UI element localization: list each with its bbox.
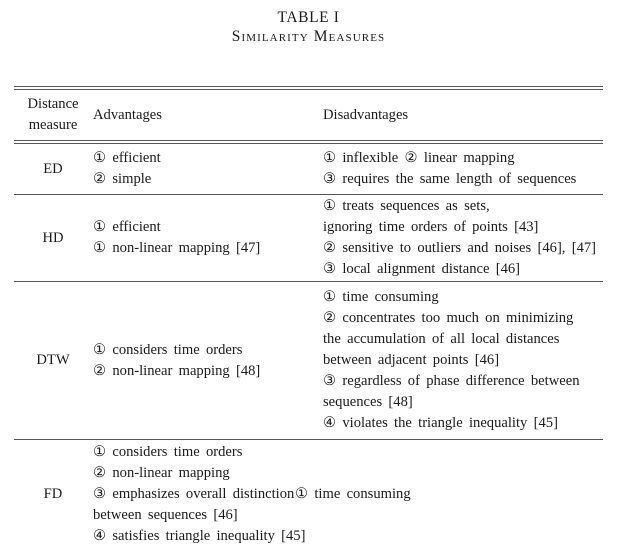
measure-cell: HD	[42, 229, 64, 246]
advantage-line: ② non-linear mapping	[93, 465, 230, 481]
advantage-line: ② non-linear mapping [48]	[93, 362, 261, 379]
paper-page	[0, 9, 620, 549]
advantages-cell	[92, 442, 322, 547]
table-number: TABLE I	[277, 9, 340, 26]
disadvantage-line: between adjacent points [46]	[323, 352, 500, 368]
disadvantage-line: ① inflexible ② linear mapping	[323, 150, 515, 166]
advantage-line: ① efficient	[93, 150, 161, 166]
header-row	[14, 90, 603, 140]
measure-cell: FD	[43, 486, 63, 502]
advantage-line: between sequences [46]	[93, 507, 238, 523]
disadvantage-line: sequences [48]	[323, 394, 413, 410]
advantage-line: ① efficient	[93, 219, 161, 235]
advantages-cell	[92, 340, 322, 382]
advantage-line: ① non-linear mapping [47]	[93, 240, 261, 256]
disadvantage-line: ③ regardless of phase difference between	[323, 373, 580, 389]
disadvantage-line: ① time consuming	[295, 486, 411, 502]
disadvantage-line: ① time consuming	[323, 289, 439, 305]
disadvantage-line: ignoring time orders of points [43]	[323, 219, 539, 235]
table-caption	[14, 9, 603, 46]
table-row-fd	[14, 440, 603, 549]
disadvantages-cell	[322, 287, 603, 434]
table-row-dtw	[14, 282, 603, 439]
advantage-line: ① considers time orders	[93, 444, 243, 460]
advantages-cell	[92, 217, 322, 259]
table-title: Similarity Measures	[231, 28, 386, 45]
disadvantages-cell	[322, 148, 603, 190]
disadvantage-line: the accumulation of all local distances	[323, 331, 560, 347]
disadvantage-line: ② sensitive to outliers and noises [46], [47]	[323, 240, 597, 256]
disadvantages-cell	[322, 196, 603, 280]
disadvantage-line: ④ violates the triangle inequality [45]	[323, 415, 558, 431]
similarity-measures-table	[14, 86, 603, 549]
advantages-cell	[92, 148, 322, 190]
disadvantage-line: ③ requires the same length of sequences	[323, 171, 577, 187]
advantage-line: ③ emphasizes overall distinction	[93, 486, 295, 502]
header-disadvantages: Disadvantages	[323, 106, 409, 123]
header-advantages: Advantages	[93, 106, 162, 123]
advantage-line: ① considers time orders	[93, 341, 243, 358]
measure-cell: DTW	[36, 352, 70, 368]
header-distance-line1: Distance	[27, 96, 79, 112]
measure-cell: ED	[43, 160, 63, 177]
header-distance-measure	[14, 94, 92, 136]
disadvantage-line: ① treats sequences as sets,	[323, 198, 490, 214]
disadvantages-cell	[295, 484, 603, 505]
table-row-hd	[14, 195, 603, 281]
header-distance-line2: measure	[28, 117, 78, 133]
advantage-line: ④ satisfies triangle inequality [45]	[93, 528, 306, 544]
disadvantage-line: ② concentrates too much on minimizing	[323, 310, 574, 326]
table-row-ed	[14, 144, 603, 194]
disadvantage-line: ③ local alignment distance [46]	[323, 261, 521, 277]
advantage-line: ② simple	[93, 171, 152, 187]
